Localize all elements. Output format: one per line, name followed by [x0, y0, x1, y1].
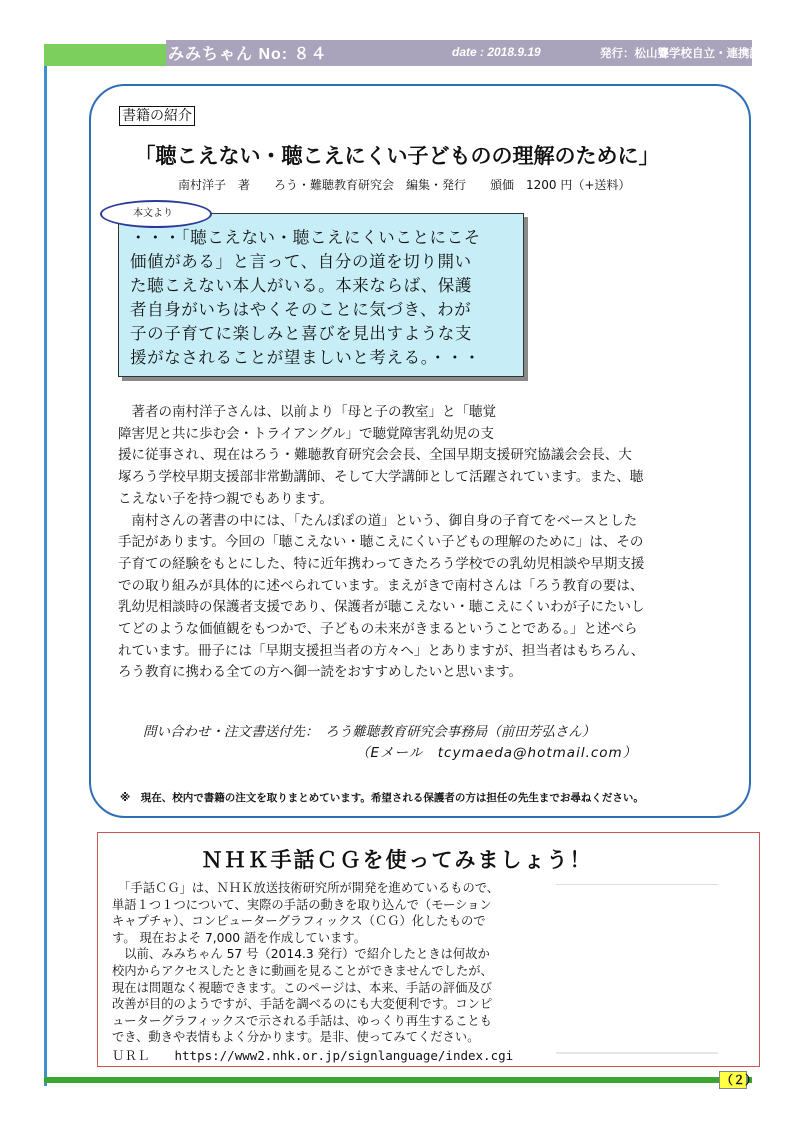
nhk-title: ＮＨＫ手話ＣＧを使ってみましょう！	[201, 848, 593, 872]
order-note: ※ 現在、校内で書籍の注文を取りまとめています。希望される保護者の方は担任の先生までお尋ねください。	[120, 792, 644, 804]
review-body: 著者の南村洋子さんは、以前より「母と子の教室」と「聴覚 障害児と共に歩む会・トライアングル」で聴覚障害乳幼児の支 援に従事され、現在はろう・難聴教育研究会会長、全国早期支援研究協議会会長、大 塚ろう学校早期支援部非常勤講師、そして大学講師として活躍されています。また、聴 こえない子を持つ親でもあります。 南村さんの著書の中には、「たんぽぽの道」という、御自身の子育てをベースとした 手記があります。今回の「聴こえない・聴こえにくい子どもの理解のために」は、その 子育ての経験をもとにした、特に近年携わってきたろう学校での乳幼児相談や早期支援 での取り組みが具体的に述べられています。まえがきで南村さんは「ろう教育の要は、 乳幼児相談時の保護者支援であり、保護者が聴こえない・聴こえにくいわが子にたいし てどのような価値観をもつかで、子どもの未来がきまるということである。」と述べら れています。冊子には「早期支援担当者の方々へ」とありますが、担当者はもちろん、 ろう教育に携わる全ての方へ御一読をおすすめしたいと思います。	[118, 404, 645, 681]
nhk-url[interactable]: ＵＲＬ https://www2.nhk.or.jp/signlanguage/index.cgi	[112, 1048, 514, 1063]
quote-label: 本文より	[133, 208, 173, 219]
screenshot-image-placeholder	[556, 884, 718, 1054]
quote-text: ・・・「聴こえない・聴こえにくいことにこそ 価値がある」と言って、自分の道を切り開い た聴こえない本人がいる。本来ならば、保護 者自身がいちはやくそのことに気づき、わが 子の子育てに楽しみと喜びを見出すような支 援がなされることが望ましいと考える。・・・	[130, 228, 481, 367]
section-tag: 書籍の紹介	[119, 106, 195, 126]
publisher: 発行：松山聾学校自立・連携課	[600, 46, 761, 60]
contact-line: 問い合わせ・注文書送付先： ろう難聴教育研究会事務局（前田芳弘さん）	[143, 724, 596, 740]
issue-date: date : 2018.9.19	[452, 45, 541, 59]
header-accent-bar	[44, 44, 166, 66]
image-bottom-edge	[556, 1052, 718, 1054]
newsletter-title: みみちゃん No: ８４	[168, 46, 328, 63]
footer-bar	[44, 1077, 752, 1083]
contact-email: （Eメール tcymaeda@hotmail.com）	[356, 745, 638, 761]
image-top-edge	[556, 884, 718, 885]
nhk-text: 「手話ＣＧ」は、ＮＨＫ放送技術研究所が開発を進めているもので、 単語１つ１つについて、実際の手話の動きを取り込んで（モーション キャプチャ）、コンピューターグラフィックス（ＣＧ）化したもので す。 現在およそ 7,000 語を作成しています。 以前、みみちゃん 57 号（2014.3 発行）で紹介したときは何故か 校内からアクセスしたときに動画を見ることができませんでしたが、 現在は問題なく視聴できます。このページは、本来、手話の評価及び 改善が目的のようですが、手話を調べるのにも大変便利です。コンピ ューターグラフィックスで示される手話は、ゆっくり再生することも でき、動きや表情もよく分かります。是非、使ってみてください。	[112, 881, 500, 1045]
book-meta: 南村洋子 著 ろう・難聴教育研究会 編集・発行 頒価 1200 円（+送料）	[178, 178, 631, 192]
page-number: （２）	[721, 1073, 758, 1087]
book-title: 「聴こえない・聴こえにくい子どものの理解のために」	[134, 144, 660, 168]
left-margin-rule	[44, 66, 47, 1086]
